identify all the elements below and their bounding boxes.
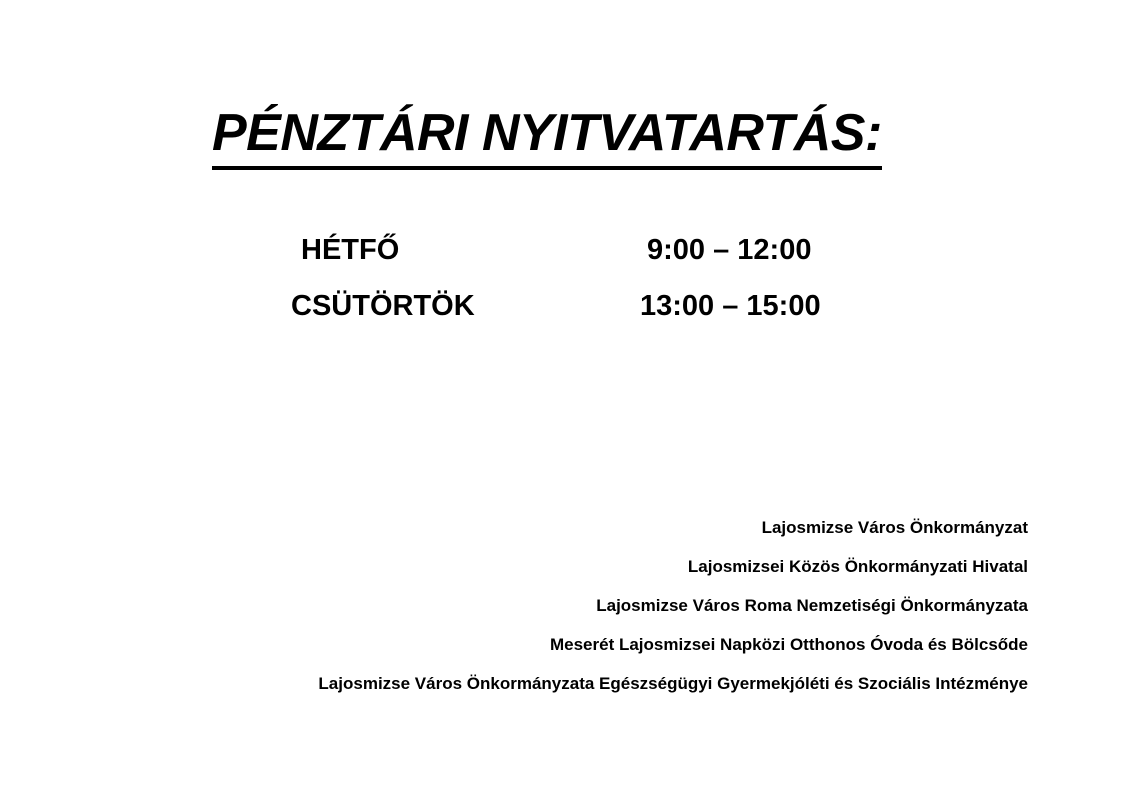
organization-item: Lajosmizse Város Önkormányzata Egészségügyi Gyermekjóléti és Szociális Intézménye	[318, 674, 1028, 693]
schedule-day-thursday: CSÜTÖRTÖK	[291, 290, 475, 322]
organization-item: Lajosmizsei Közös Önkormányzati Hivatal	[687, 557, 1028, 576]
page-title: PÉNZTÁRI NYITVATARTÁS:	[212, 100, 882, 170]
schedule-hours-monday: 9:00 – 12:00	[647, 234, 812, 266]
organization-item: Meserét Lajosmizsei Napközi Otthonos Óvoda és Bölcsőde	[549, 635, 1028, 654]
organization-item: Lajosmizse Város Roma Nemzetiségi Önkormányzata	[596, 596, 1028, 615]
schedule-day-monday: HÉTFŐ	[301, 234, 400, 266]
schedule-hours-thursday: 13:00 – 15:00	[640, 290, 821, 322]
organization-item: Lajosmizse Város Önkormányzat	[761, 518, 1028, 537]
organization-list	[318, 508, 1028, 703]
